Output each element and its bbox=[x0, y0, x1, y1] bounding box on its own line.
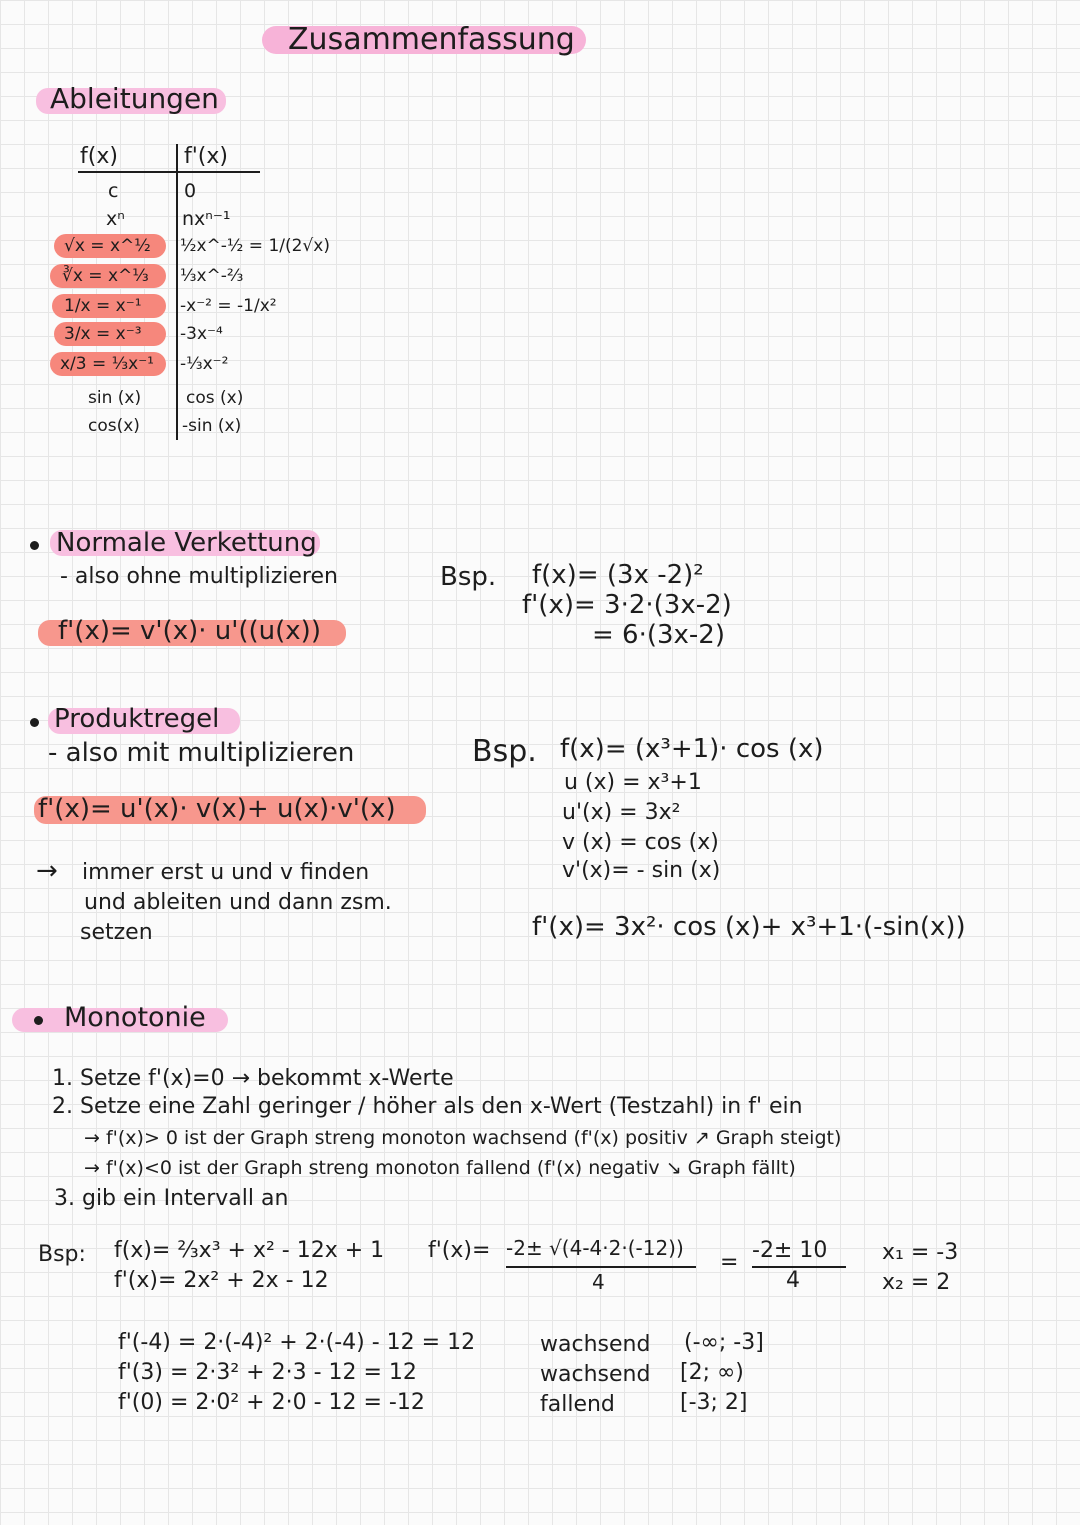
verkettung-heading: Normale Verkettung bbox=[56, 528, 317, 558]
pq-fraction-line bbox=[506, 1266, 696, 1268]
verkettung-example-line: = 6·(3x-2) bbox=[592, 620, 725, 650]
test-result: wachsend bbox=[540, 1332, 651, 1357]
produktregel-hint-line: und ableiten und dann zsm. bbox=[84, 890, 392, 915]
table-row-f: cos(x) bbox=[88, 416, 140, 436]
table-row-f: sin (x) bbox=[88, 388, 142, 408]
table-row-fprime: cos (x) bbox=[186, 388, 244, 408]
test-interval: [-3; 2] bbox=[680, 1390, 748, 1415]
monotonie-step: 2. Setze eine Zahl geringer / höher als den x-Wert (Testzahl) in f' ein bbox=[52, 1094, 803, 1119]
verkettung-example-line: f'(x)= 3·2·(3x-2) bbox=[522, 590, 732, 620]
pq-numerator: -2± √(4-4·2·(-12)) bbox=[506, 1236, 684, 1260]
derivative-table bbox=[50, 140, 330, 440]
test-calc: f'(0) = 2·0² + 2·0 - 12 = -12 bbox=[118, 1390, 425, 1415]
pq-equals: = bbox=[720, 1250, 739, 1275]
produktregel-example-line: v'(x)= - sin (x) bbox=[562, 858, 721, 883]
monotonie-fprime-line: f'(x)= 2x² + 2x - 12 bbox=[114, 1268, 329, 1293]
produktregel-example-line: u (x) = x³+1 bbox=[564, 770, 702, 795]
arrow-icon: → bbox=[36, 856, 58, 886]
table-row-f: c bbox=[108, 180, 119, 202]
table-row-fprime: nxⁿ⁻¹ bbox=[182, 208, 231, 230]
pq-prefix: f'(x)= bbox=[428, 1238, 491, 1263]
table-row-f: ∛x = x^⅓ bbox=[62, 266, 149, 286]
pq2-numerator: -2± 10 bbox=[752, 1238, 828, 1263]
verkettung-example-label: Bsp. bbox=[440, 562, 497, 592]
col-header-f: f(x) bbox=[80, 144, 118, 169]
col-header-fprime: f'(x) bbox=[184, 144, 228, 169]
produktregel-formula: f'(x)= u'(x)· v(x)+ u(x)·v'(x) bbox=[38, 794, 396, 824]
page-title: Zusammenfassung bbox=[288, 22, 575, 57]
table-row-fprime: ½x^-½ = 1/(2√x) bbox=[180, 236, 330, 256]
test-result: fallend bbox=[540, 1392, 615, 1417]
test-interval: (-∞; -3] bbox=[684, 1330, 764, 1355]
table-row-f: 1/x = x⁻¹ bbox=[64, 296, 142, 316]
bullet bbox=[30, 718, 39, 727]
x2-value: x₂ = 2 bbox=[882, 1270, 951, 1295]
test-calc: f'(-4) = 2·(-4)² + 2·(-4) - 12 = 12 bbox=[118, 1330, 476, 1355]
verkettung-example-line: f(x)= (3x -2)² bbox=[532, 560, 704, 590]
verkettung-formula: f'(x)= v'(x)· u'((u(x)) bbox=[58, 616, 321, 646]
verkettung-note: - also ohne multiplizieren bbox=[60, 564, 338, 589]
test-result: wachsend bbox=[540, 1362, 651, 1387]
produktregel-hint-line: immer erst u und v finden bbox=[82, 860, 370, 885]
monotonie-heading: Monotonie bbox=[64, 1002, 206, 1033]
x1-value: x₁ = -3 bbox=[882, 1240, 959, 1265]
produktregel-example-line: f(x)= (x³+1)· cos (x) bbox=[560, 734, 824, 764]
table-row-fprime: -sin (x) bbox=[182, 416, 242, 436]
monotonie-step: 1. Setze f'(x)=0 → bekommt x-Werte bbox=[52, 1066, 454, 1091]
produktregel-note: - also mit multiplizieren bbox=[48, 738, 355, 768]
bullet bbox=[34, 1016, 43, 1025]
monotonie-f-line: f(x)= ⅔x³ + x² - 12x + 1 bbox=[114, 1238, 385, 1263]
pq2-denominator: 4 bbox=[786, 1268, 800, 1293]
produktregel-heading: Produktregel bbox=[54, 704, 220, 734]
monotonie-example-label: Bsp: bbox=[38, 1242, 86, 1267]
produktregel-example-line: v (x) = cos (x) bbox=[562, 830, 719, 855]
bullet bbox=[30, 541, 39, 550]
ableitungen-heading: Ableitungen bbox=[50, 82, 219, 115]
table-row-fprime: -⅓x⁻² bbox=[180, 354, 229, 374]
table-row-f: √x = x^½ bbox=[64, 236, 151, 256]
monotonie-step: 3. gib ein Intervall an bbox=[54, 1186, 289, 1211]
monotonie-step: → f'(x)> 0 ist der Graph streng monoton wachsend (f'(x) positiv ↗ Graph steigt) bbox=[84, 1127, 842, 1149]
table-header-line bbox=[78, 171, 260, 173]
table-row-f: 3/x = x⁻³ bbox=[64, 324, 142, 344]
table-divider bbox=[176, 144, 178, 440]
table-row-fprime: -x⁻² = -1/x² bbox=[180, 296, 277, 316]
table-row-fprime: -3x⁻⁴ bbox=[180, 324, 223, 344]
test-interval: [2; ∞) bbox=[680, 1360, 744, 1385]
table-row-fprime: 0 bbox=[184, 180, 197, 202]
pq-denominator: 4 bbox=[592, 1270, 605, 1294]
test-calc: f'(3) = 2·3² + 2·3 - 12 = 12 bbox=[118, 1360, 417, 1385]
produktregel-example-line: u'(x) = 3x² bbox=[562, 800, 681, 825]
table-row-f: xⁿ bbox=[106, 208, 125, 230]
produktregel-example-label: Bsp. bbox=[472, 734, 537, 769]
monotonie-step: → f'(x)<0 ist der Graph streng monoton fallend (f'(x) negativ ↘ Graph fällt) bbox=[84, 1157, 796, 1179]
produktregel-result: f'(x)= 3x²· cos (x)+ x³+1·(-sin(x)) bbox=[532, 912, 966, 942]
table-row-fprime: ⅓x^-⅔ bbox=[180, 266, 244, 286]
table-row-f: x/3 = ⅓x⁻¹ bbox=[60, 354, 154, 374]
produktregel-hint-line: setzen bbox=[80, 920, 153, 945]
